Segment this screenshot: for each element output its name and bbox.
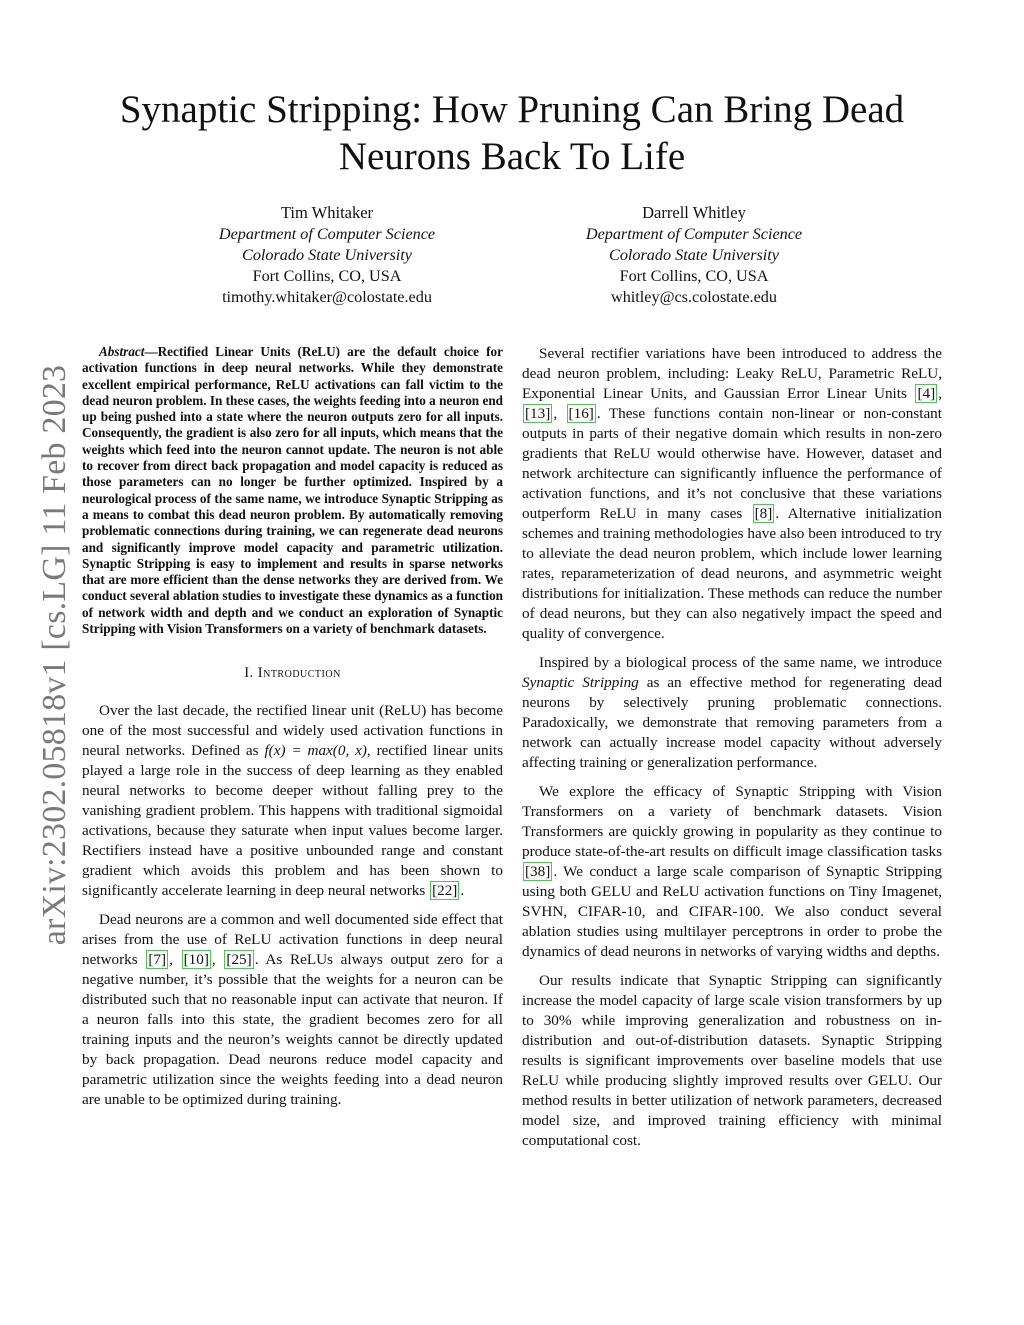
author-department: Department of Computer Science [218,225,436,243]
citation-link[interactable]: [8] [754,505,773,522]
text-run: . [460,882,465,900]
right-paragraph-1 [522,344,942,644]
citation-link[interactable]: [4] [917,385,936,402]
intro-paragraph-2 [82,910,503,1110]
text-run: , [553,405,566,422]
author-email[interactable]: timothy.whitaker@colostate.edu [222,288,432,306]
abstract [82,344,503,637]
author-block-1 [177,202,477,308]
text-run: , [938,385,942,402]
text-run: We explore the efficacy of Synaptic Stripping with Vision Transformers on a variety of benchmark datasets. Vision Transformers are quickly growing in popularity as they continue to produce state-of-the-art results on difficult image classification tasks [522,783,942,860]
author-location: Fort Collins, CO, USA [619,267,769,285]
abstract-dash: — [144,344,158,359]
text-run: Inspired by a biological process of the same name, we introduce [539,654,942,671]
right-paragraph-4: Our results indicate that Synaptic Stripping can significantly increase the model capacity of large scale vision transformers by up to 30% while improving generalization and robustness on in-distribution and out-of-distribution datasets. Synaptic Stripping results is significant improvements over baseline models that use ReLU while producing slightly improved results over GELU. Our method results in better utilization of network parameters, decreased model size, and improved training efficiency with minimal computational cost. [522,972,942,1149]
author-location: Fort Collins, CO, USA [252,267,402,285]
paper-title [60,86,964,180]
text-run: . As ReLUs always output zero for a negative number, it’s possible that the weights for a neuron can be distributed such that no reasonable input can activate that neuron. If a neuron falls into this state, the gradient becomes zero for all training inputs and the neuron’s weights cannot be directly updated by back propagation. Dead neurons reduce model capacity and parametric utilization since the weights feeding into a dead neuron are unable to be optimized during training. [82,951,504,1109]
arxiv-identifier-stamp [34,345,76,965]
author-name: Darrell Whitley [642,203,746,222]
paper-title-line-2: Neurons Back To Life [338,135,686,178]
author-department: Department of Computer Science [585,225,803,243]
paper-title-line-1: Synaptic Stripping: How Pruning Can Bring Dead [119,88,905,131]
citation-link[interactable]: [22] [432,882,458,900]
citation-link[interactable]: [16] [568,405,594,422]
text-run: , [211,951,224,969]
relu-equation: f(x) = max(0, x) [264,742,367,760]
author-block-2 [544,202,844,308]
citation-link[interactable]: [38] [525,863,551,880]
abstract-label: Abstract [99,344,145,359]
author-university: Colorado State University [609,246,779,264]
right-paragraph-3 [522,782,942,962]
citation-link[interactable]: [7] [148,951,167,969]
right-column [522,344,942,1160]
text-run: . Alternative initialization schemes and training methodologies have also been introduced to try to alleviate the dead neuron problem, which include lower learning rates, reparameterization of dead neurons, and asymmetric weight distributions for initialization. These methods can reduce the number of dead neurons, but they can also negatively impact the speed and quality of convergence. [522,505,942,642]
section-heading-introduction: I. Introduction [244,665,341,682]
abstract-text: Rectified Linear Units (ReLU) are the default choice for activation functions in deep neural networks. While they demonstrate excellent empirical performance, ReLU activations can fall victim to the dead neuron problem. In these cases, the weights feeding into a neuron end up being pushed into a state where the neuron outputs zero for all inputs. Consequently, the gradient is also zero for all inputs, which means that the weights which feed into the neuron cannot update. The neuron is not able to recover from direct back propagation and model capacity is reduced as those parameters can no longer be further optimized. Inspired by a neurological process of the same name, we introduce Synaptic Stripping as a means to combat this dead neuron problem. By automatically removing problematic connections during training, we can regenerate dead neurons and significantly improve model capacity and parametric utilization. Synaptic Stripping is easy to implement and results in sparse networks that are more efficient than the dense networks they are derived from. We conduct several ablation studies to investigate these dynamics as a function of network width and depth and we conduct an exploration of Synaptic Stripping with Vision Transformers on a variety of benchmark datasets. [82,344,503,637]
author-name: Tim Whitaker [280,203,374,222]
arxiv-identifier: arXiv:2302.05818v1 [cs.LG] 11 Feb 2023 [36,364,73,946]
text-run: , [169,951,181,969]
left-column [82,344,503,1119]
author-university: Colorado State University [242,246,412,264]
text-run: , rectified linear units played a large role in the success of deep learning as they enabled neural networks to become deeper without falling prey to the vanishing gradient problem. This happens with traditional sigmoidal activations, because they saturate when input values become larger. Rectifiers instead have a positive unbounded range and constant gradient which avoids this problem and has been shown to significantly accelerate learning in deep neural networks [82,742,503,900]
citation-link[interactable]: [10] [183,951,209,969]
citation-link[interactable]: [13] [525,405,551,422]
intro-paragraph-1 [82,701,503,901]
right-paragraph-2 [522,653,942,773]
text-run: Dead neurons are a common and well documented side effect that arises from the use of ReLU activation functions in deep neural networks [82,911,503,969]
text-run: . We conduct a large scale comparison of Synaptic Stripping using both GELU and ReLU activation functions on Tiny Imagenet, SVHN, CIFAR-10, and CIFAR-100. We also conduct several ablation studies using multilayer perceptrons in order to probe the dynamics of dead neurons in networks of varying widths and depths. [522,863,942,960]
text-run: . These functions contain non-linear or non-constant outputs in parts of their negative domain which results in non-zero gradients that ReLU would otherwise have. However, dataset and network architecture can significantly influence the performance of activation functions, and it’s not conclusive that these variations outperform ReLU in many cases [522,405,942,522]
method-name-emphasis: Synaptic Stripping [522,674,639,691]
citation-link[interactable]: [25] [226,951,252,969]
text-run: Over the last decade, the rectified linear unit (ReLU) has become one of the most successful and widely used activation functions in neural networks. Defined as [82,702,503,760]
text-run: as an effective method for regenerating dead neurons by selectively pruning problematic connections. Paradoxically, we demonstrate that removing parameters from a network can actually increase model capacity without adversely affecting training or generalization performance. [522,674,942,771]
author-email[interactable]: whitley@cs.colostate.edu [611,288,777,306]
text-run: Several rectifier variations have been introduced to address the dead neuron problem, including: Leaky ReLU, Parametric ReLU, Exponential Linear Units, and Gaussian Error Linear Units [522,345,942,402]
